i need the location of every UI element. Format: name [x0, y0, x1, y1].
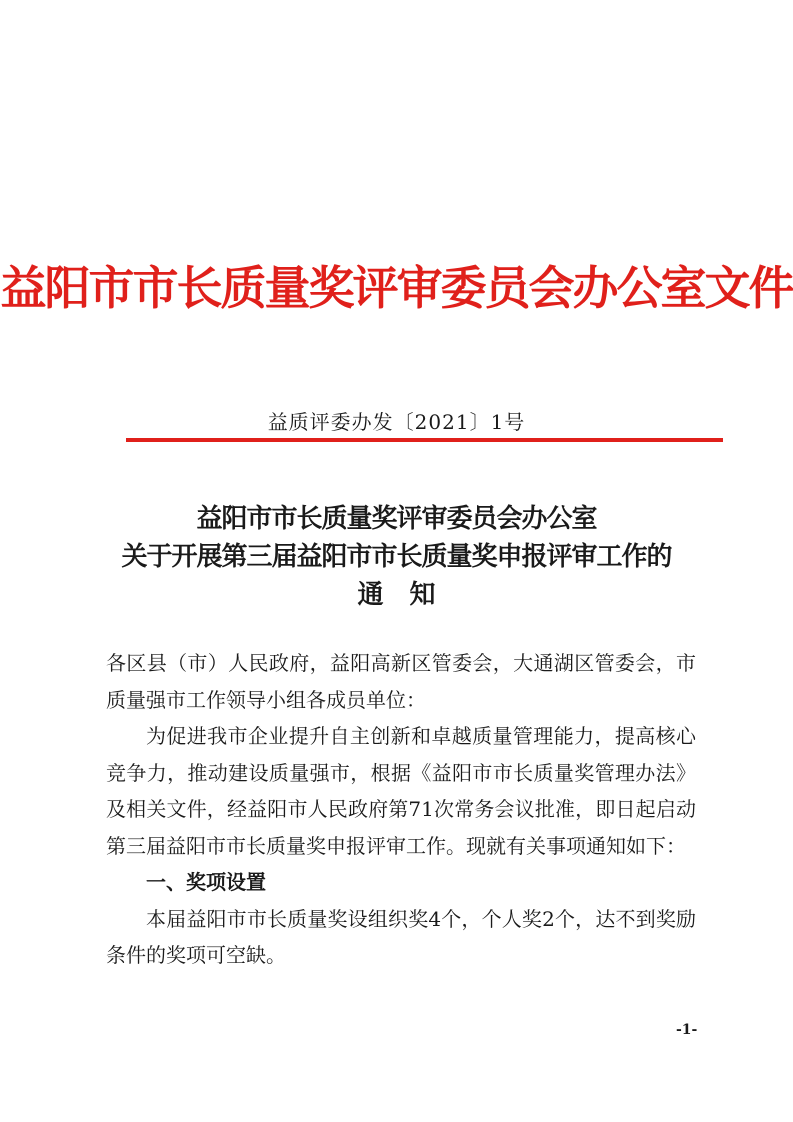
section-paragraph: 本届益阳市市长质量奖设组织奖4个，个人奖2个，达不到奖励条件的奖项可空缺。 [106, 906, 696, 967]
document-number: 益质评委办发〔2021〕1号 [267, 410, 526, 434]
document-body [106, 645, 696, 974]
intro-paragraph: 为促进我市企业提升自主创新和卓越质量管理能力，提高核心竞争力，推动建设质量强市，根据《益阳市市长质量奖管理办法》及相关文件，经益阳市人民政府第71次常务会议批准，即日起启动第三届益阳市市长质量奖申报评审工作。现就有关事项通知如下： [106, 724, 696, 858]
title-line-3: 通知 [357, 580, 462, 610]
recipients-paragraph: 各区县（市）人民政府，益阳高新区管委会，大通湖区管委会，市质量强市工作领导小组各成员单位： [106, 651, 696, 712]
notice-title [0, 500, 793, 614]
section-heading: 一、奖项设置 [146, 870, 266, 894]
red-divider-line [126, 438, 723, 442]
document-header: 益阳市市长质量奖评审委员会办公室文件 [0, 261, 793, 315]
page-number: -1- [676, 1022, 698, 1038]
title-line-1: 益阳市市长质量奖评审委员会办公室 [196, 504, 597, 534]
title-line-2: 关于开展第三届益阳市市长质量奖申报评审工作的 [121, 542, 672, 572]
